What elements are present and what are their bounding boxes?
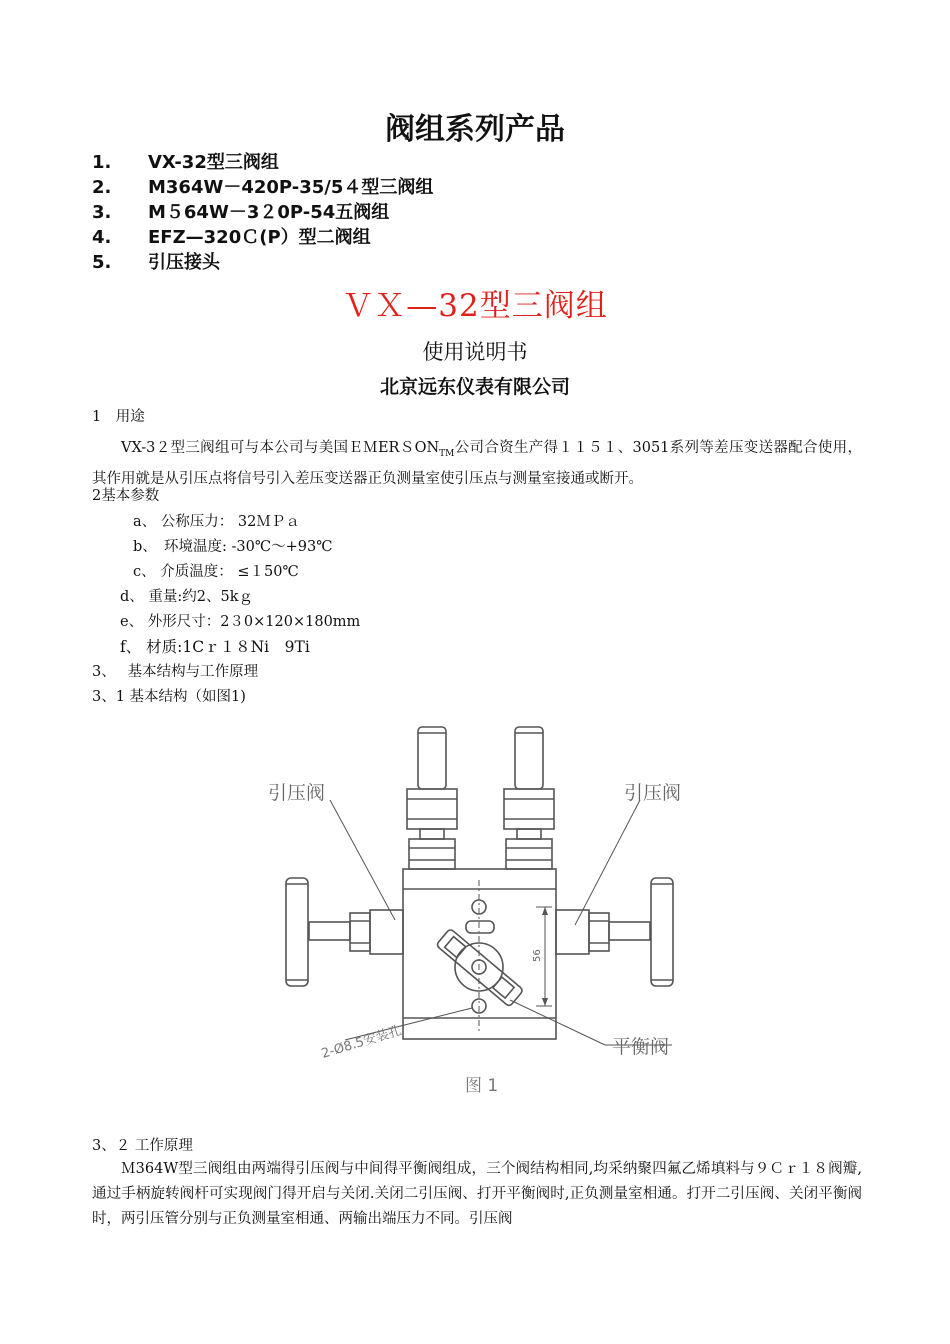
param-ambient-temp: b、 环境温度: -30℃～+93℃: [133, 539, 333, 555]
figure-caption: 图 1: [465, 1076, 499, 1096]
param-weight: d、 重量:约2、5kｇ: [120, 589, 254, 605]
company-name: 北京远东仪表有限公司: [379, 376, 570, 398]
param-pressure: a、 公称压力： 32ＭＰａ: [133, 514, 300, 530]
principle-paragraph: Ｍ364W型三阀组由两端得引压阀与中间得平衡阀组成，三个阀结构相同,均采纳聚四氟乙烯填料与９Ｃｒ１８阀瓣,通过手柄旋转阀杆可实现阀门得开启与关闭.关闭二引压阀、打开平衡阀时,正负测量室相通。打开二引压阀、关闭平衡阀时，两引压管分别与正负测量室相通、两输出端压力不同。引压阀: [92, 1161, 862, 1227]
section-heading-purpose: 1 用途: [92, 409, 145, 425]
manual-subtitle: 使用说明书: [422, 340, 528, 364]
section-heading-structure: 3、 基本结构与工作原理: [92, 664, 259, 680]
label-pressure-valve-left: 引压阀: [268, 782, 326, 804]
label-pressure-valve-right: 引压阀: [624, 782, 682, 804]
purpose-paragraph: VX-3２型三阀组可与本公司与美国ＥＭERＳON$_{TM}$公司合资生产得１１５１、3051系列等差压变送器配合使用，其作用就是从引压点将信号引入差压变送器正负测量室使引压点与测量室接通或断开。: [92, 440, 862, 487]
label-balance-valve: 平衡阀: [612, 1036, 670, 1058]
dimension-label: 56: [532, 949, 543, 962]
param-medium-temp: c、 介质温度： ≤１50℃: [133, 564, 299, 580]
list-item: 5. 引压接头: [92, 252, 220, 273]
param-material: f、 材质:1Cｒ１８Ni 9Ti: [120, 638, 310, 656]
param-dimensions: e、 外形尺寸：2３0×120×180mm: [120, 614, 361, 630]
list-item: 3. M５64W－3２0P-54五阀组: [92, 202, 390, 223]
label-mounting-holes: 2-Ø8.5安装孔: [319, 1023, 404, 1062]
subsection-heading-structure: 3、1 基本结构（如图1): [92, 689, 246, 705]
list-item: 4. EFZ—320Ｃ(P）型二阀组: [92, 227, 371, 248]
page-title: 阀组系列产品: [385, 112, 565, 147]
list-item: 1. VX-32型三阀组: [92, 152, 279, 173]
manual-product-title: ＶＸ—32型三阀组: [342, 288, 608, 324]
list-item: 2. M364W－420P-35/5４型三阀组: [92, 177, 434, 198]
subsection-heading-principle: 3、２ 工作原理: [92, 1138, 193, 1154]
section-heading-parameters: 2基本参数: [92, 488, 160, 504]
